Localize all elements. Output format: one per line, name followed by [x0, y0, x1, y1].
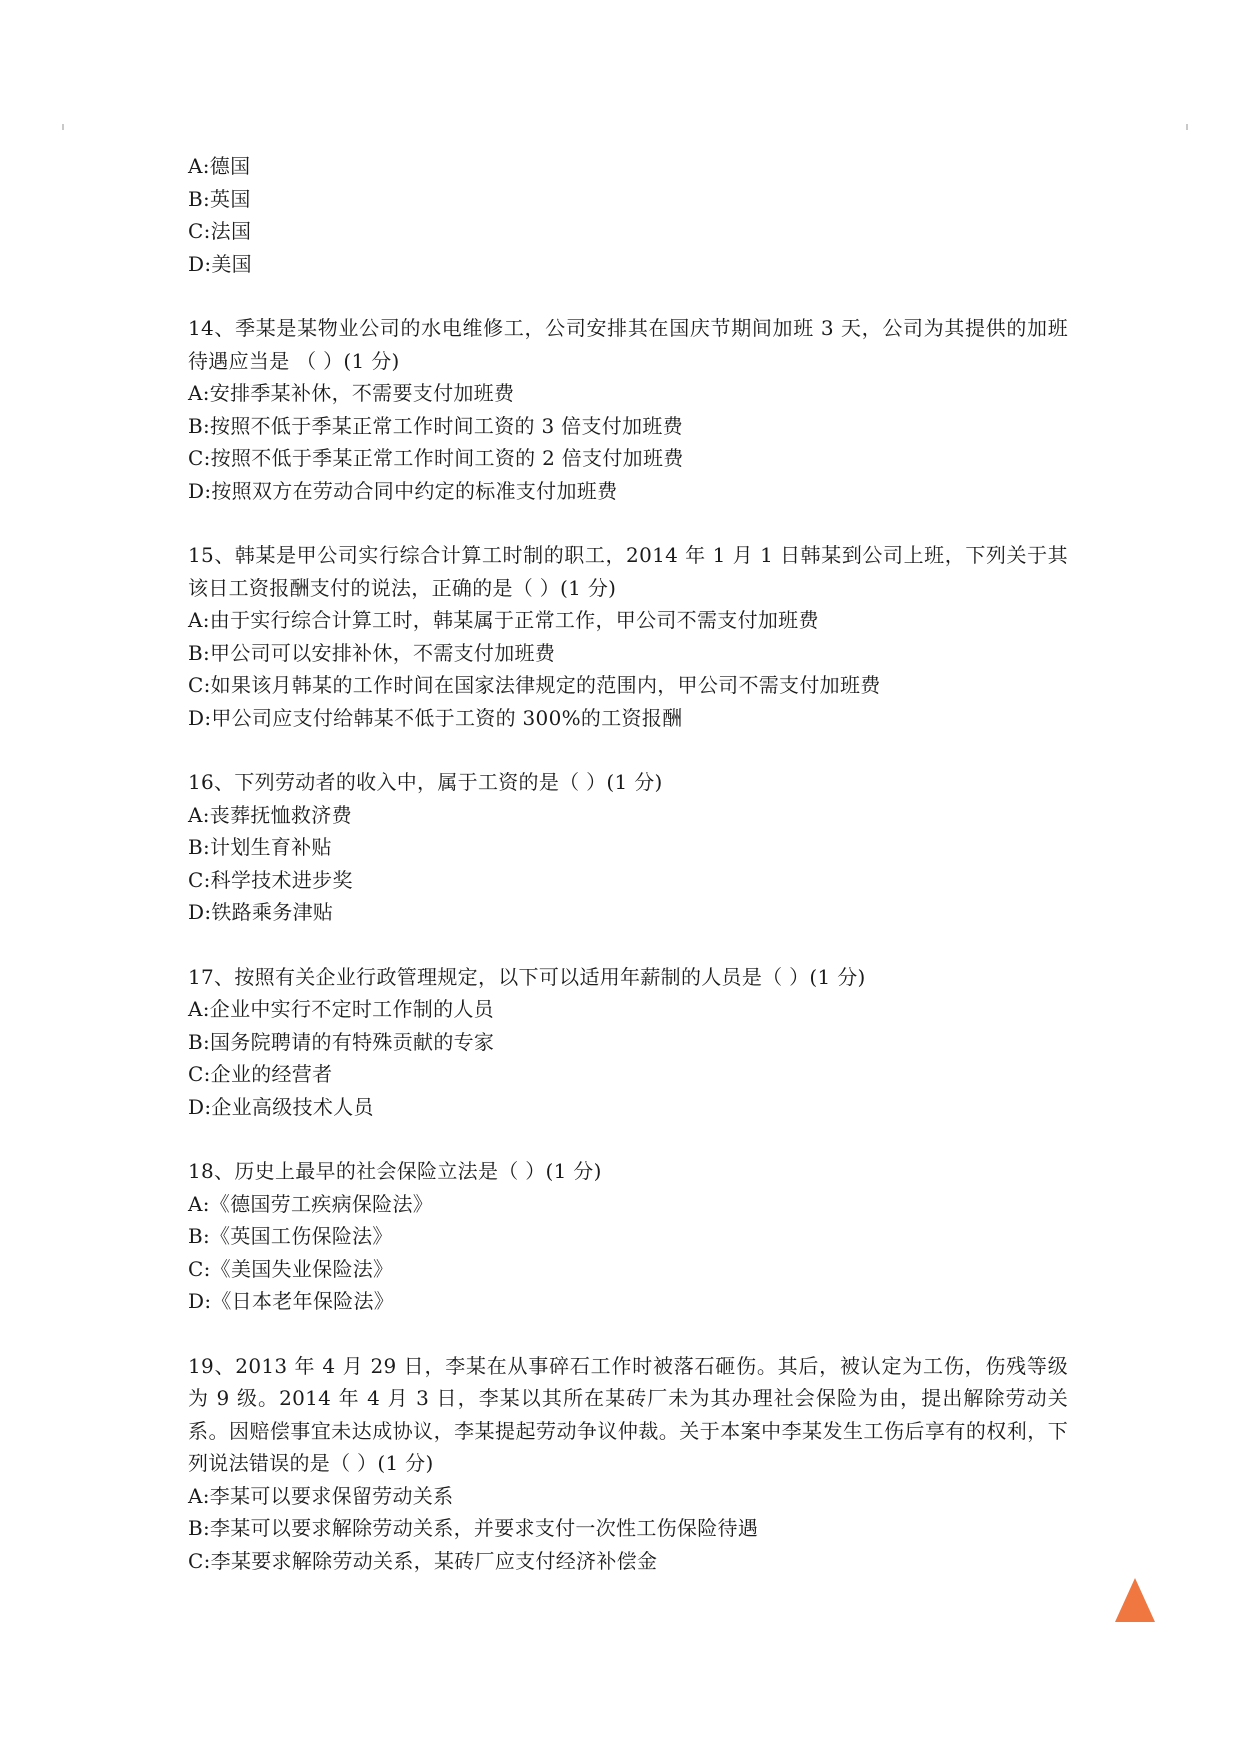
crop-mark-left [62, 124, 64, 130]
question-text: 15、韩某是甲公司实行综合计算工时制的职工，2014 年 1 月 1 日韩某到公司上班，下列关于其该日工资报酬支付的说法，正确的是（ ）(1 分) [188, 543, 1068, 600]
option-c: C:按照不低于季某正常工作时间工资的 2 倍支付加班费 [188, 446, 684, 470]
option-c: C:《美国失业保险法》 [188, 1256, 394, 1281]
option-a: A:安排季某补休，不需要支付加班费 [188, 381, 515, 405]
document-content [188, 150, 1068, 1609]
option-c: C:李某要求解除劳动关系，某砖厂应支付经济补偿金 [188, 1548, 658, 1573]
option-d: D:《日本老年保险法》 [188, 1289, 395, 1313]
option-b: B:甲公司可以安排补休，不需支付加班费 [188, 640, 556, 665]
option-a: A:李某可以要求保留劳动关系 [188, 1483, 454, 1508]
option-d: D:美国 [188, 251, 252, 276]
crop-mark-right [1186, 124, 1188, 130]
option-c: C:法国 [188, 219, 252, 243]
question-16 [188, 766, 1068, 929]
question-13-options [188, 150, 1068, 280]
option-c: C:科学技术进步奖 [188, 867, 353, 892]
option-b: B:按照不低于季某正常工作时间工资的 3 倍支付加班费 [188, 413, 683, 438]
option-a: A:德国 [188, 154, 251, 178]
option-c: C:如果该月韩某的工作时间在国家法律规定的范围内，甲公司不需支付加班费 [188, 673, 881, 697]
option-a: A:企业中实行不定时工作制的人员 [188, 997, 494, 1021]
option-b: B:李某可以要求解除劳动关系，并要求支付一次性工伤保险待遇 [188, 1516, 759, 1540]
option-b: B:计划生育补贴 [188, 835, 332, 859]
question-text: 16、下列劳动者的收入中，属于工资的是（ ）(1 分) [188, 770, 663, 794]
question-text: 17、按照有关企业行政管理规定，以下可以适用年薪制的人员是（ ）(1 分) [188, 964, 866, 989]
question-17 [188, 961, 1068, 1124]
option-b: B:《英国工伤保险法》 [188, 1224, 393, 1248]
option-d: D:按照双方在劳动合同中约定的标准支付加班费 [188, 478, 618, 503]
option-b: B:英国 [188, 186, 251, 211]
triangle-up-icon[interactable] [1115, 1578, 1155, 1622]
question-19 [188, 1350, 1068, 1578]
option-b: B:国务院聘请的有特殊贡献的专家 [188, 1029, 495, 1054]
question-text: 18、历史上最早的社会保险立法是（ ）(1 分) [188, 1159, 602, 1183]
question-15 [188, 539, 1068, 734]
option-d: D:企业高级技术人员 [188, 1094, 374, 1119]
option-c: C:企业的经营者 [188, 1062, 333, 1086]
question-18 [188, 1155, 1068, 1318]
option-a: A:由于实行综合计算工时，韩某属于正常工作，甲公司不需支付加班费 [188, 608, 819, 632]
option-d: D:甲公司应支付给韩某不低于工资的 300%的工资报酬 [188, 705, 683, 730]
option-d: D:铁路乘务津贴 [188, 900, 334, 924]
option-a: A:《德国劳工疾病保险法》 [188, 1191, 434, 1216]
question-text: 14、季某是某物业公司的水电维修工，公司安排其在国庆节期间加班 3 天，公司为其提供的加班待遇应当是 （ ）(1 分) [188, 316, 1068, 373]
option-a: A:丧葬抚恤救济费 [188, 802, 352, 827]
question-text: 19、2013 年 4 月 29 日，李某在从事碎石工作时被落石砸伤。其后，被认定为工伤，伤残等级为 9 级。2014 年 4 月 3 日，李某以其所在某砖厂未为其办理社会保险为由，提出解除劳动关系。因赔偿事宜未达成协议，李某提起劳动争议仲裁。关于本案中李某发生工伤后享有的权利，下列说法错误的是（ ）(1 分) [188, 1353, 1068, 1475]
question-14 [188, 312, 1068, 507]
